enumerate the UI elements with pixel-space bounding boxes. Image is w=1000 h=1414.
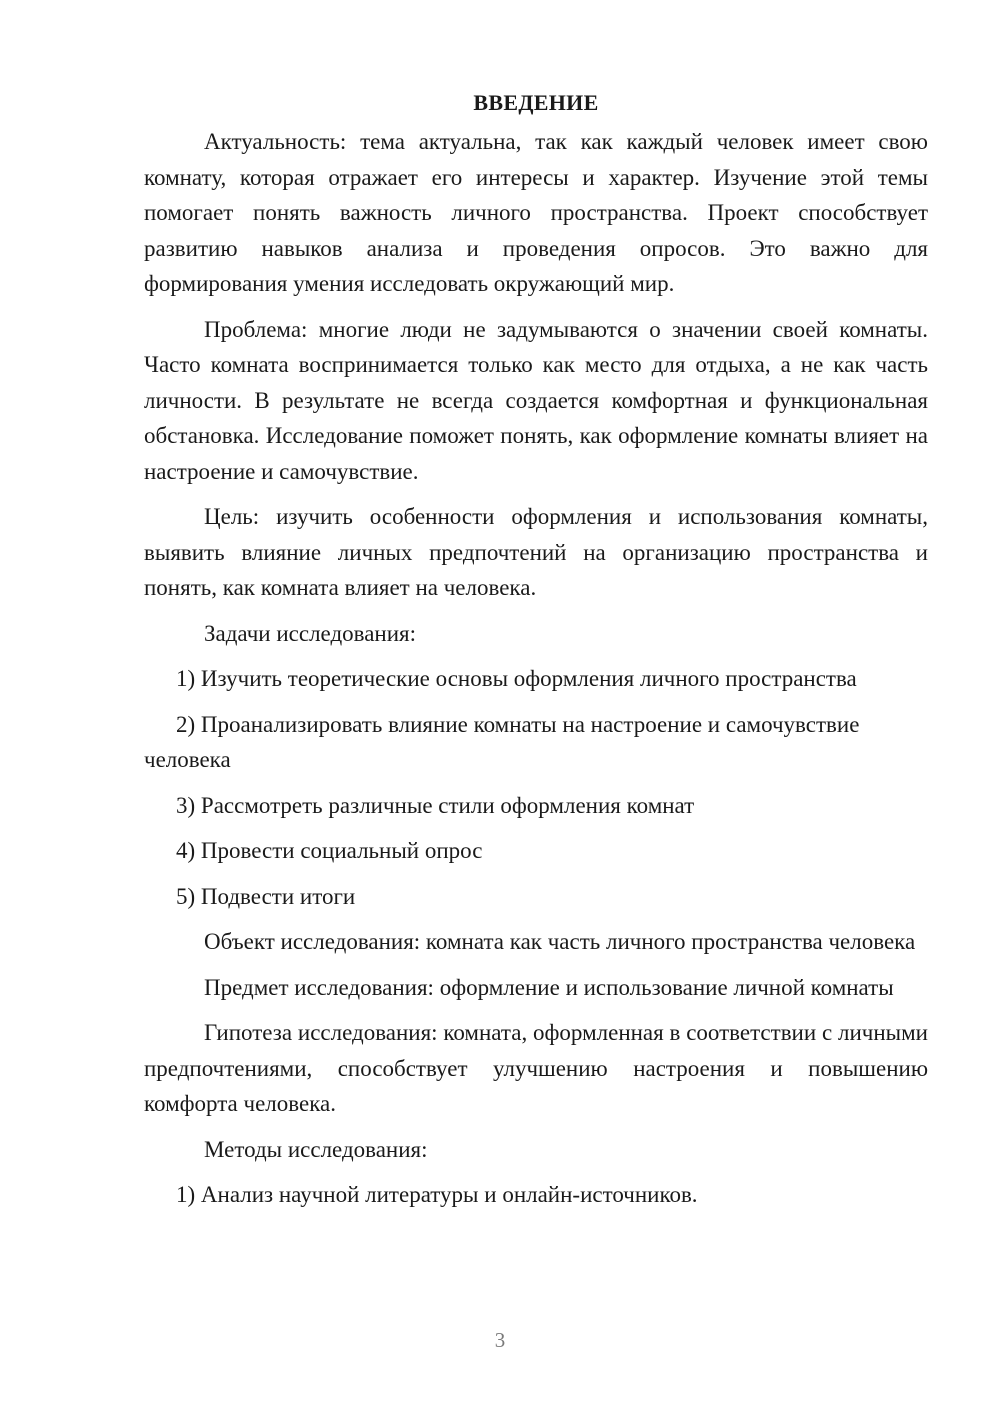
problem-paragraph: Проблема: многие люди не задумываются о значении своей комнаты. Часто комната воспринимается только как место для отдыха, а не как часть личности. В результате не всегда создается комфортная и функциональная обстановка. Исследование поможет понять, как оформление комнаты влияет на настроение и самочувствие. bbox=[144, 316, 928, 484]
relevance-paragraph: Актуальность: тема актуальна, так как каждый человек имеет свою комнату, которая отражает его интересы и характер. Изучение этой темы помогает понять важность личного пространства. Проект способствует развитию навыков анализа и проведения опросов. Это важно для формирования умения исследовать окружающий мир. bbox=[144, 129, 928, 296]
method-item-1: 1) Анализ научной литературы и онлайн-источников. bbox=[176, 1182, 698, 1207]
tasks-label: Задачи исследования: bbox=[204, 620, 417, 646]
page-number: 3 bbox=[494, 1328, 506, 1352]
task-item-3: 3) Рассмотреть различные стили оформления комнат bbox=[176, 792, 695, 818]
hypothesis-paragraph: Гипотеза исследования: комната, оформленная в соответствии с личными предпочтениями, способствует улучшению настроения и повышению комфорта человека. bbox=[144, 1020, 928, 1116]
document-page bbox=[144, 88, 928, 1223]
methods-label: Методы исследования: bbox=[204, 1136, 428, 1162]
object-paragraph: Объект исследования: комната как часть личного пространства человека bbox=[204, 929, 916, 954]
subject-paragraph: Предмет исследования: оформление и использование личной комнаты bbox=[204, 974, 894, 1000]
section-title: ВВЕДЕНИЕ bbox=[473, 90, 599, 115]
task-item-4: 4) Провести социальный опрос bbox=[176, 838, 483, 863]
goal-paragraph: Цель: изучить особенности оформления и использования комнаты, выявить влияние личных предпочтений на организацию пространства и понять, как комната влияет на человека. bbox=[144, 504, 928, 600]
task-item-5: 5) Подвести итоги bbox=[176, 883, 356, 909]
task-item-1: 1) Изучить теоретические основы оформления личного пространства bbox=[176, 666, 857, 691]
task-item-2: 2) Проанализировать влияние комнаты на настроение и самочувствие человека bbox=[144, 711, 860, 772]
